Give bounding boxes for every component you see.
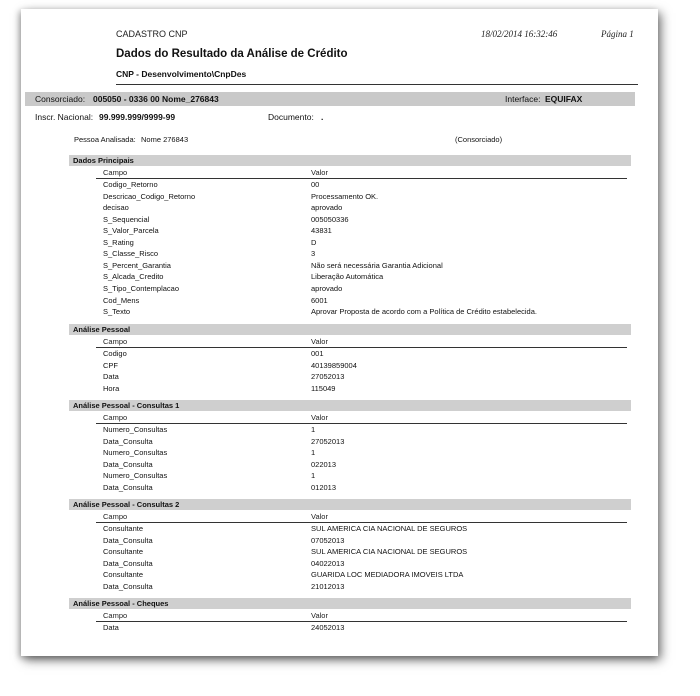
field-name: decisao xyxy=(103,203,129,213)
field-name: Numero_Consultas xyxy=(103,448,168,458)
column-header-valor: Valor xyxy=(311,512,328,521)
column-header-valor: Valor xyxy=(311,413,328,422)
section-title: Análise Pessoal - Consultas 2 xyxy=(73,500,180,509)
field-value: 1 xyxy=(311,425,316,434)
page-number: Página 1 xyxy=(601,29,634,39)
column-header-campo: Campo xyxy=(103,337,128,346)
field-value: Processamento OK. xyxy=(311,191,379,201)
section-title: Análise Pessoal - Cheques xyxy=(73,599,169,608)
column-divider xyxy=(96,522,627,523)
field-value: aprovado xyxy=(311,203,343,213)
field-name: Codigo_Retorno xyxy=(103,180,158,189)
system-name: CADASTRO CNP xyxy=(116,29,188,39)
field-value: 24052013 xyxy=(311,623,345,632)
section-title: Análise Pessoal xyxy=(73,325,131,334)
column-header-valor: Valor xyxy=(311,168,328,177)
column-header-campo: Campo xyxy=(103,611,128,620)
field-name: Data xyxy=(103,623,119,632)
field-name: Descricao_Codigo_Retorno xyxy=(103,191,196,201)
field-value: 012013 xyxy=(311,482,337,492)
interface-value: EQUIFAX xyxy=(545,94,583,104)
column-header-valor: Valor xyxy=(311,611,328,620)
field-value: 04022013 xyxy=(311,558,345,568)
field-value: D xyxy=(311,237,317,247)
column-divider xyxy=(96,621,627,622)
column-divider xyxy=(96,347,627,348)
column-header-valor: Valor xyxy=(311,337,328,346)
section-header xyxy=(69,155,631,166)
field-name: Cod_Mens xyxy=(103,295,140,305)
field-value: 43831 xyxy=(311,226,332,236)
consorciado-label: Consorciado: xyxy=(35,94,86,104)
field-value: aprovado xyxy=(311,283,343,293)
field-name: Hora xyxy=(103,383,120,393)
field-value: SUL AMERICA CIA NACIONAL DE SEGUROS xyxy=(311,547,468,557)
field-value: 07052013 xyxy=(311,535,345,545)
field-value: Liberação Automática xyxy=(311,272,384,282)
field-name: Numero_Consultas xyxy=(103,471,168,481)
inscricao-value: 99.999.999/9999-99 xyxy=(99,112,176,122)
pessoa-label: Pessoa Analisada: xyxy=(74,135,136,144)
field-value: 40139859004 xyxy=(311,360,357,370)
field-name: CPF xyxy=(103,360,118,370)
column-header-campo: Campo xyxy=(103,512,128,521)
field-name: S_Sequencial xyxy=(103,214,150,224)
field-value: 3 xyxy=(311,249,316,259)
field-name: S_Rating xyxy=(103,237,134,247)
field-value: GUARIDA LOC MEDIADORA IMOVEIS LTDA xyxy=(311,570,464,580)
report-sections xyxy=(21,9,658,656)
field-value: Não será necessária Garantia Adicional xyxy=(311,260,443,270)
report-subtitle: CNP - Desenvolvimento\CnpDes xyxy=(116,69,247,79)
section-title: Dados Principais xyxy=(73,156,134,165)
field-name: Consultante xyxy=(103,524,144,533)
consorciado-value: 005050 - 0336 00 Nome_276843 xyxy=(93,94,219,104)
field-name: Data_Consulta xyxy=(103,459,153,469)
field-value: 115049 xyxy=(311,383,336,393)
field-value: 21012013 xyxy=(311,581,345,591)
field-name: S_Classe_Risco xyxy=(103,249,159,259)
field-value: 005050336 xyxy=(311,214,349,224)
report-page xyxy=(21,9,658,656)
documento-label: Documento: xyxy=(268,112,314,122)
field-name: Codigo xyxy=(103,349,127,358)
field-name: S_Alcada_Credito xyxy=(103,272,164,282)
field-name: Numero_Consultas xyxy=(103,425,168,434)
field-name: Data_Consulta xyxy=(103,581,153,591)
pessoa-value: Nome 276843 xyxy=(141,135,189,144)
section-header xyxy=(69,324,631,335)
field-name: S_Texto xyxy=(103,307,131,317)
column-divider xyxy=(96,178,627,179)
field-value: 1 xyxy=(311,471,316,481)
field-value: 27052013 xyxy=(311,372,345,382)
field-value: 1 xyxy=(311,448,316,458)
section-header xyxy=(69,400,631,411)
field-value: Aprovar Proposta de acordo com a Política de Crédito estabelecida. xyxy=(311,307,537,317)
pessoa-tipo: (Consorciado) xyxy=(455,135,503,144)
field-name: Data_Consulta xyxy=(103,436,153,446)
field-value: 6001 xyxy=(311,295,328,305)
section-header xyxy=(69,499,631,510)
column-header-campo: Campo xyxy=(103,413,128,422)
interface-label: Interface: xyxy=(505,94,541,104)
documento-value: . xyxy=(321,112,324,122)
report-datetime: 18/02/2014 16:32:46 xyxy=(481,29,558,39)
field-name: Consultante xyxy=(103,547,144,557)
field-value: 00 xyxy=(311,180,320,189)
field-name: S_Valor_Parcela xyxy=(103,226,159,236)
field-name: Data xyxy=(103,372,119,382)
field-name: S_Percent_Garantia xyxy=(103,260,171,270)
field-name: Data_Consulta xyxy=(103,535,153,545)
section-title: Análise Pessoal - Consultas 1 xyxy=(73,401,180,410)
field-name: Data_Consulta xyxy=(103,558,153,568)
field-value: 022013 xyxy=(311,459,337,469)
column-header-campo: Campo xyxy=(103,168,128,177)
field-name: Data_Consulta xyxy=(103,482,153,492)
field-value: 27052013 xyxy=(311,436,345,446)
section-header xyxy=(69,598,631,609)
field-name: Consultante xyxy=(103,570,144,580)
field-name: S_Tipo_Contemplacao xyxy=(103,283,180,293)
column-divider xyxy=(96,423,627,424)
field-value: SUL AMERICA CIA NACIONAL DE SEGUROS xyxy=(311,524,468,533)
inscricao-label: Inscr. Nacional: xyxy=(35,112,94,122)
report-title: Dados do Resultado da Análise de Crédito xyxy=(116,48,348,60)
field-value: 001 xyxy=(311,349,324,358)
